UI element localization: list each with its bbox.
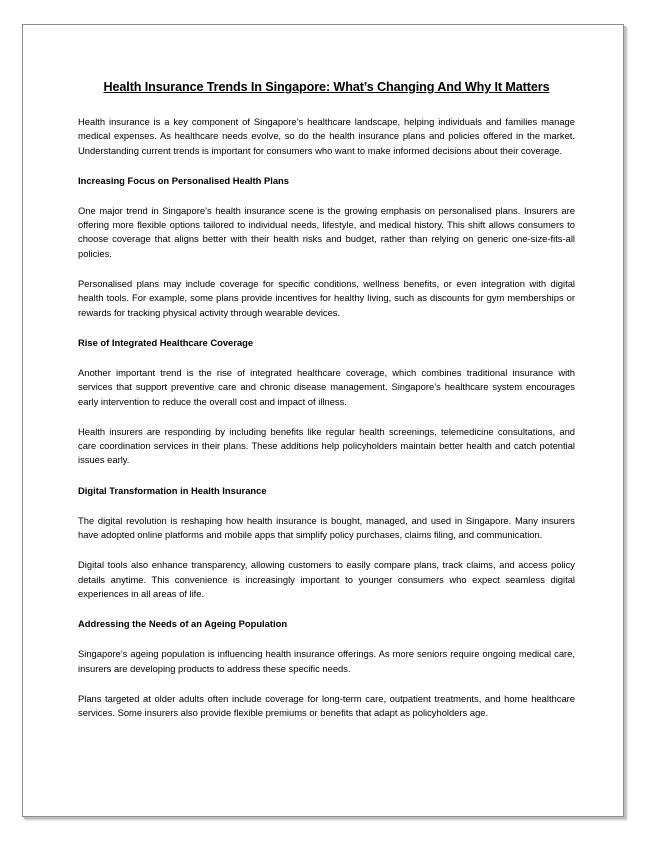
paragraph: Personalised plans may include coverage for specific conditions, wellness benefits, or even integration with digital health tools. For example, some plans provide incentives for healthy living, such as discounts for gym memberships or rewards for tracking physical activity through wearable devices. [78, 278, 575, 318]
paragraph: Singapore’s ageing population is influencing health insurance offerings. As more seniors require ongoing medical care, insurers are developing products to address these specific needs. [78, 648, 575, 674]
page-title: Health Insurance Trends In Singapore: What’s Changing And Why It Matters [103, 80, 550, 94]
section-heading: Rise of Integrated Healthcare Coverage [78, 336, 254, 348]
document-page [22, 24, 624, 817]
paragraph: Health insurers are responding by including benefits like regular health screenings, telemedicine consultations, and care coordination services in their plans. These additions help policyholders maintain better health and catch potential issues early. [78, 425, 575, 466]
section-heading: Addressing the Needs of an Ageing Population [78, 618, 288, 630]
section-heading: Digital Transformation in Health Insurance [78, 484, 267, 496]
paragraph: The digital revolution is reshaping how health insurance is bought, managed, and used in Singapore. Many insurers have adopted online platforms and mobile apps that simplify policy purchases, claims filing, and communication. [78, 514, 575, 541]
paragraph: One major trend in Singapore’s health insurance scene is the growing emphasis on personalised plans. Insurers are offering more flexible options tailored to individual needs, lifestyle, and medical history. This shift allows consumers to choose coverage that aligns better with their health risks and budget, rather than relying on generic one-size-fits-all policies. [78, 204, 575, 259]
paragraph: Health insurance is a key component of Singapore’s healthcare landscape, helping individuals and families manage medical expenses. As healthcare needs evolve, so do the health insurance plans and policies offered in the market. Understanding current trends is important for consumers who want to make informed decisions about their coverage. [78, 116, 575, 156]
paragraph: Another important trend is the rise of integrated healthcare coverage, which combines traditional insurance with services that support preventive care and chronic disease management. Singapore’s healthcare system encourages early intervention to reduce the overall cost and impact of illness. [78, 366, 575, 407]
section-heading: Increasing Focus on Personalised Health Plans [78, 174, 290, 186]
paragraph: Plans targeted at older adults often include coverage for long-term care, outpatient treatments, and home healthcare services. Some insurers also provide flexible premiums or benefits that adapt as policyholders age. [78, 692, 575, 719]
paragraph: Digital tools also enhance transparency, allowing customers to easily compare plans, track claims, and access policy details anytime. This convenience is increasingly important to younger consumers who expect seamless digital experiences in all areas of life. [78, 559, 575, 599]
document-body [78, 80, 575, 736]
